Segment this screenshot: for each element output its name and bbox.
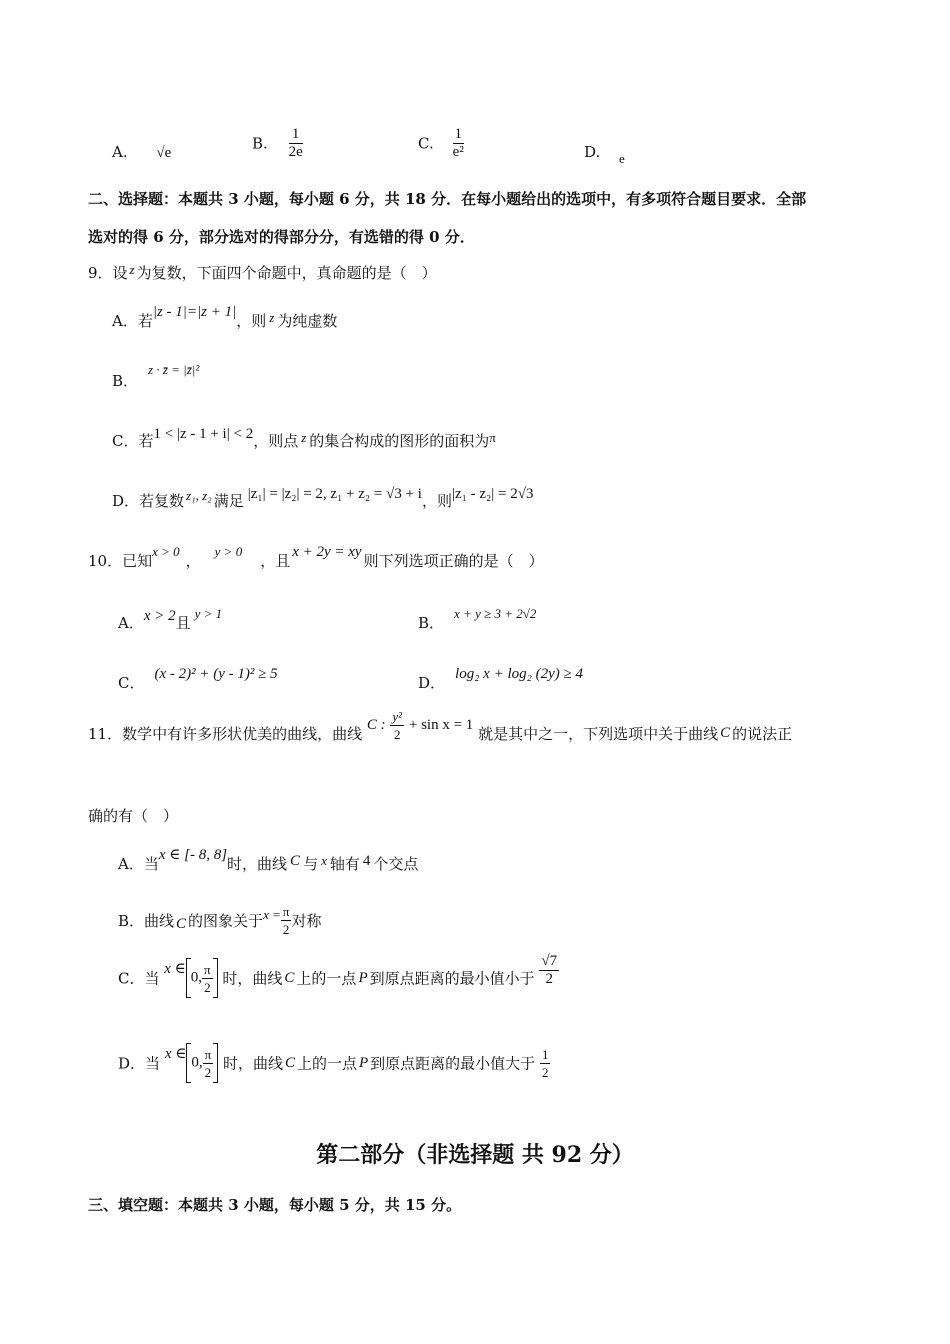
denominator: e² [452, 144, 464, 160]
q8-option-b [252, 126, 303, 161]
stem-text: 则下列选项正确的是（ ） [363, 552, 544, 570]
denominator: 2 [545, 970, 554, 987]
math-expr: 1 < |z - 1 + i| < 2 [153, 426, 254, 442]
math-var: x [321, 853, 327, 868]
q11-option-b [118, 903, 321, 939]
math-expr: 0, [191, 1054, 203, 1071]
fraction [453, 126, 465, 161]
option-text: 与 [303, 855, 319, 873]
math-expr: z · z̄ = |z̄|² [148, 362, 200, 377]
math-expr: x ∈ [164, 1045, 187, 1062]
option-label: B． [112, 372, 139, 390]
option-label: C. [418, 134, 434, 153]
section2-line1: 二、选择题：本题共 3 小题，每小题 6 分，共 18 分．在每小题给出的选项中，有多项符合题目要求．全部 [88, 190, 807, 208]
q11-option-c [118, 952, 559, 1008]
numerator: 1 [289, 126, 303, 144]
math-expr: y > 0 [214, 544, 243, 559]
fraction [203, 1046, 214, 1081]
option-value: √e [156, 145, 172, 161]
fraction [540, 1046, 551, 1081]
math-var: C [284, 1054, 295, 1071]
option-label: B． [418, 614, 445, 632]
option-text: 上的一点 [296, 1054, 357, 1073]
option-text: 满足 [213, 492, 244, 510]
option-label: B. [252, 134, 268, 153]
math-num: 4 [362, 853, 371, 869]
section2-line2: 选对的得 6 分，部分选对的得部分分，有选错的得 0 分． [88, 228, 475, 246]
q10-option-b [418, 606, 537, 633]
option-label: B．曲线 [118, 912, 175, 930]
math-var: P [358, 1054, 369, 1071]
stem-text: 的说法正 [732, 725, 793, 743]
denominator: 2 [204, 1064, 212, 1080]
stem-text: ， [185, 552, 201, 570]
denominator: 2e [288, 144, 303, 160]
option-label: C． [118, 674, 145, 692]
option-label: A．当 [118, 855, 159, 873]
math-var: C [284, 969, 295, 986]
section3-header: 三、填空题：本题共 3 小题，每小题 5 分，共 15 分。 [88, 1196, 462, 1214]
math-var: C [176, 916, 187, 932]
stem-text: ，且 [260, 552, 291, 570]
option-text: ，则 [421, 492, 452, 510]
denominator: 2 [204, 979, 211, 995]
q11-stem [88, 709, 793, 766]
fraction [390, 708, 404, 743]
option-text: 上的一点 [296, 969, 357, 988]
math-expr: y > 1 [194, 606, 223, 621]
option-text: ，则 [236, 312, 267, 330]
math-expr: x + y ≥ 3 + 2√2 [454, 606, 537, 621]
stem-text: 就是其中之一，下列选项中关于曲线 [478, 725, 719, 743]
q8-option-c [418, 126, 464, 161]
math-var: z [269, 310, 275, 325]
math-var: z [301, 430, 307, 445]
math-vars: z₁, z₂ [186, 488, 212, 503]
q9-option-a [112, 304, 338, 331]
denominator: 2 [541, 1064, 549, 1080]
numerator: π [282, 904, 290, 919]
q8-option-a [112, 143, 171, 162]
fraction [289, 126, 303, 161]
math-expr: x ∈ [- 8, 8] [158, 847, 228, 863]
option-text: 为纯虚数 [277, 312, 338, 330]
math-var: C [290, 853, 301, 869]
fraction [202, 961, 213, 996]
option-label: A． [118, 614, 144, 632]
denominator: 2 [282, 922, 290, 937]
math-expr: log₂ x + log₂ (2y) ≥ 4 [455, 666, 583, 682]
option-text: ，则点 [253, 432, 299, 450]
q11-option-d [118, 1043, 550, 1093]
math-var: P [358, 969, 368, 986]
option-text: 到原点距离的最小值小于 [369, 969, 535, 988]
interval-bracket-right [213, 958, 218, 998]
numerator: π [204, 1046, 212, 1062]
option-text: 的集合构成的图形的面积为 [309, 432, 490, 450]
q11-stem-line2: 确的有（ ） [88, 807, 179, 825]
option-label: D．若复数 [112, 492, 185, 510]
option-text: 对称 [291, 912, 322, 930]
math-expr: C : [366, 717, 386, 733]
option-label: A. [112, 143, 128, 161]
option-text: 的图象关于 [188, 912, 264, 930]
math-expr: |z - 1|=|z + 1| [152, 304, 237, 320]
math-expr: x ∈ [164, 960, 186, 977]
stem-text: 11．数学中有许多形状优美的曲线，曲线 [88, 725, 363, 743]
math-expr: |z₁ - z₂| = 2√3 [452, 486, 534, 502]
numerator: y² [392, 709, 403, 724]
stem-text: 为复数，下面四个命题中，真命题的是（ ） [136, 264, 437, 282]
math-expr: x = [263, 906, 281, 922]
option-label: A．若 [112, 312, 153, 330]
stem-text: 9．设 [88, 264, 128, 282]
q10-stem [88, 544, 544, 571]
option-text: 时，曲线 [222, 969, 283, 988]
option-label: C．当 [118, 969, 160, 988]
numerator: 1 [541, 1046, 549, 1062]
option-value: e [619, 151, 625, 166]
option-text: 且 [175, 614, 191, 632]
math-pi: π [489, 430, 496, 445]
math-expr: (x - 2)² + (y - 1)² ≥ 5 [154, 666, 278, 682]
math-var: C [720, 725, 731, 741]
q9-option-c [112, 426, 496, 451]
numerator: 1 [454, 126, 462, 142]
option-text: 个交点 [373, 855, 419, 873]
interval-bracket-right [213, 1043, 218, 1083]
part2-title: 第二部分（非选择题 共 92 分） [316, 1142, 634, 1168]
q10-option-d [418, 666, 583, 693]
q10-option-c [118, 666, 278, 693]
q9-stem [88, 262, 437, 283]
option-label: C．若 [112, 432, 154, 450]
math-expr: |z₁| = |z₂| = 2, z₁ + z₂ = √3 + i [247, 486, 422, 502]
fraction [281, 903, 292, 938]
option-label: D． [418, 674, 446, 692]
stem-text: 10．已知 [88, 552, 153, 570]
option-text: 到原点距离的最小值大于 [370, 1054, 536, 1073]
option-label: D．当 [118, 1054, 161, 1073]
q8-option-d [584, 143, 625, 166]
option-text: 轴有 [329, 855, 360, 873]
fraction [539, 953, 559, 988]
q9-option-d [112, 486, 534, 511]
q10-option-a [118, 606, 223, 633]
numerator: π [204, 961, 211, 977]
denominator: 2 [393, 727, 401, 742]
math-expr: x > 0 [152, 544, 180, 559]
option-label: D. [584, 143, 601, 161]
q11-option-a [118, 847, 419, 874]
math-var: z [129, 262, 135, 277]
q9-option-b [112, 362, 200, 391]
math-expr: 0, [190, 969, 203, 986]
option-text: 时，曲线 [222, 1054, 283, 1073]
math-expr: x + 2y = xy [292, 544, 362, 560]
option-text: 时，曲线 [227, 855, 288, 873]
numerator: √7 [541, 952, 558, 969]
math-expr: + sin x = 1 [408, 717, 474, 733]
math-expr: x > 2 [143, 608, 176, 624]
